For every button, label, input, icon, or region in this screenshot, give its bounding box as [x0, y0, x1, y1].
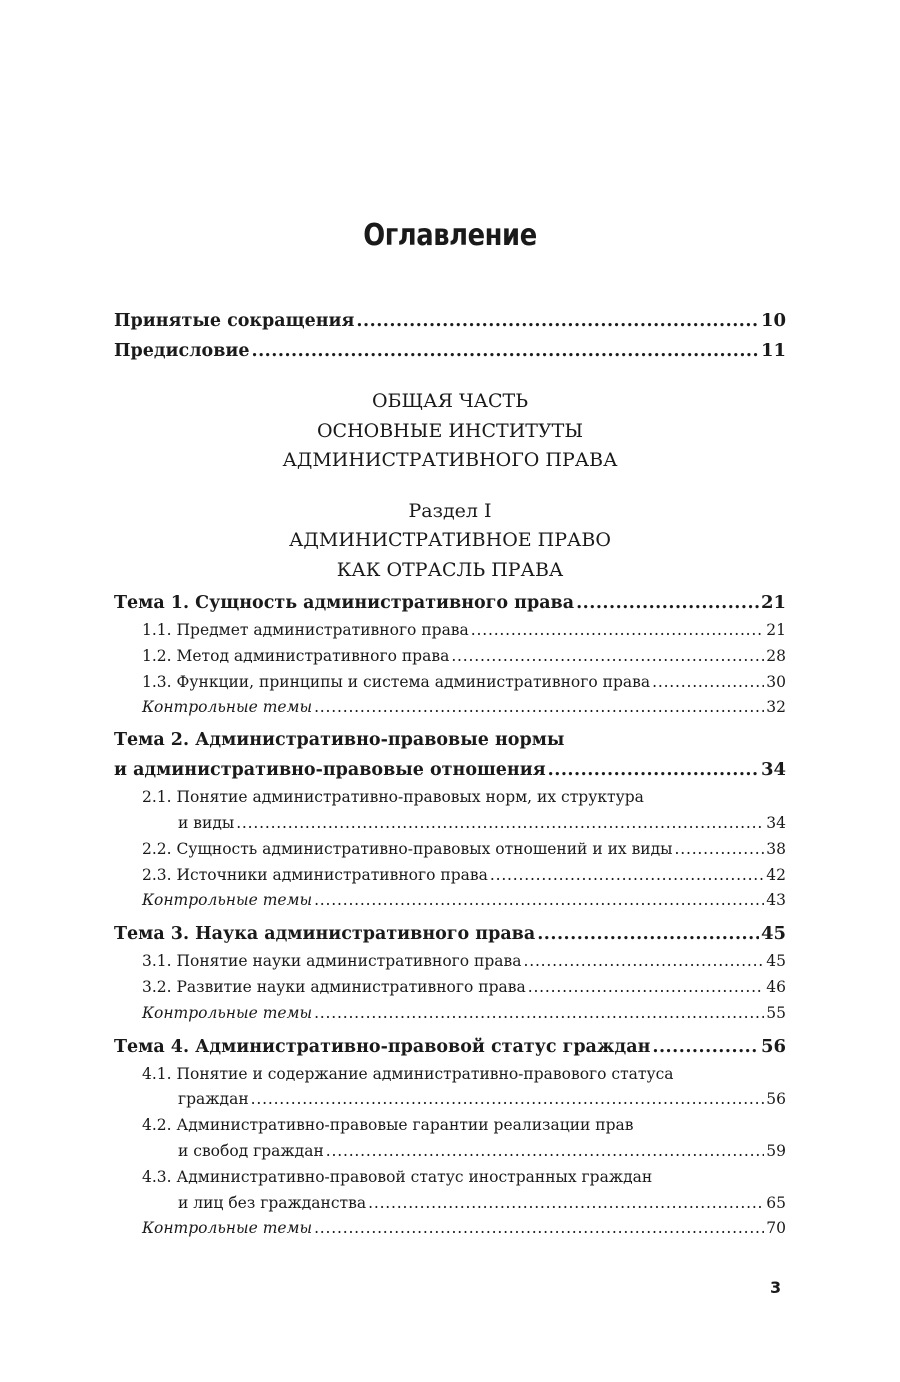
toc-entry-label: Тема 3. Наука административного права: [114, 924, 536, 945]
subtopic-entry[interactable]: [114, 644, 786, 670]
dot-leader: [471, 618, 764, 644]
toc-entry-preface[interactable]: [114, 336, 786, 366]
dot-leader: [675, 837, 765, 863]
topics-list: [114, 588, 786, 1242]
section-heading-line: Раздел I: [408, 499, 492, 522]
part-heading-line: ОСНОВНЫЕ ИНСТИТУТЫ: [316, 419, 584, 442]
toc-entry-page: 42: [766, 865, 786, 884]
dot-leader: [537, 920, 759, 949]
subtopic-line: 4.1. Понятие и содержание административно-правового статуса: [142, 1064, 674, 1083]
topic-title-line: Тема 2. Административно-правовые нормы: [114, 730, 565, 751]
toc-entry-label: 2.2. Сущность административно-правовых отношений и их виды: [142, 839, 673, 858]
subtopic-entry[interactable]: [114, 811, 786, 837]
toc-entry-page: 11: [760, 340, 786, 361]
dot-leader: [356, 307, 759, 336]
part-heading-line: АДМИНИСТРАТИВНОГО ПРАВА: [282, 449, 618, 471]
dot-leader: [314, 695, 764, 721]
subtopic-line: 4.3. Административно-правовой статус иностранных граждан: [142, 1167, 653, 1186]
toc-entry-label: и свобод граждан: [178, 1141, 324, 1160]
dot-leader: [490, 863, 764, 889]
toc-entry-label: 1.2. Метод административного права: [142, 646, 450, 665]
control-topics-entry[interactable]: [114, 695, 786, 721]
dot-leader: [528, 975, 765, 1001]
toc-entry-label: Принятые сокращения: [114, 311, 355, 331]
dot-leader: [314, 1216, 764, 1242]
subtopic-entry[interactable]: [114, 1191, 786, 1217]
subtopic-entry[interactable]: [114, 1139, 786, 1165]
toc-entry-label: Контрольные темы: [142, 1003, 313, 1022]
part-heading-line: ОБЩАЯ ЧАСТЬ: [371, 390, 529, 412]
dot-leader: [451, 644, 764, 670]
toc-entry-page: 21: [766, 621, 786, 639]
toc-entry-abbreviations[interactable]: [114, 306, 786, 336]
subtopic-entry[interactable]: [114, 949, 786, 975]
dot-leader: [251, 1087, 765, 1113]
toc-entry-page: 46: [766, 977, 786, 996]
dot-leader: [652, 670, 764, 696]
toc-entry-page: 45: [760, 923, 786, 945]
toc-entry-page: 55: [766, 1003, 786, 1022]
dot-leader: [652, 1033, 759, 1062]
dot-leader: [548, 756, 759, 785]
toc-entry-page: 21: [760, 592, 786, 613]
toc-entry-page: 70: [766, 1219, 786, 1238]
toc-entry-page: 28: [766, 646, 786, 665]
toc-entry-page: 10: [760, 310, 786, 331]
toc-entry-label: Тема 1. Сущность административного права: [114, 593, 575, 613]
dot-leader: [314, 1001, 764, 1027]
subtopic-line: 2.1. Понятие административно-правовых норм, их структура: [142, 788, 644, 807]
topic-entry[interactable]: [114, 755, 786, 785]
toc-entry-label: Тема 4. Административно-правовой статус граждан: [114, 1036, 651, 1057]
toc-entry-label: Контрольные темы: [142, 891, 313, 910]
toc-entry-page: 59: [766, 1141, 786, 1160]
control-topics-entry[interactable]: [114, 1216, 786, 1242]
subtopic-entry[interactable]: [114, 1087, 786, 1113]
toc-entry-page: 56: [760, 1035, 786, 1057]
toc-entry-label: 1.3. Функции, принципы и система административного права: [142, 672, 651, 691]
toc-entry-page: 34: [760, 759, 786, 781]
toc-entry-label: Контрольные темы: [142, 1219, 313, 1238]
dot-leader: [524, 949, 765, 975]
toc-entry-label: Предисловие: [114, 341, 250, 361]
section-heading-line: АДМИНИСТРАТИВНОЕ ПРАВО: [289, 529, 611, 551]
table-of-contents: [114, 306, 786, 1242]
toc-entry-page: 43: [766, 891, 786, 910]
section-heading: [114, 497, 786, 586]
toc-entry-page: 30: [766, 672, 786, 691]
toc-entry-page: 65: [766, 1193, 786, 1212]
page-number: 3: [770, 1278, 782, 1297]
topic-entry[interactable]: [114, 919, 786, 949]
toc-entry-page: 38: [766, 839, 786, 858]
toc-entry-label: 1.1. Предмет административного права: [142, 621, 469, 639]
dot-leader: [314, 888, 764, 914]
toc-entry-page: 56: [766, 1090, 786, 1109]
dot-leader: [368, 1191, 764, 1217]
subtopic-entry[interactable]: [114, 837, 786, 863]
page-title: Оглавление: [363, 218, 537, 253]
control-topics-entry[interactable]: [114, 888, 786, 914]
section-heading-line: КАК ОТРАСЛЬ ПРАВА: [336, 558, 564, 581]
toc-entry-label: Контрольные темы: [142, 698, 313, 717]
subtopic-line: 4.2. Административно-правовые гарантии реализации прав: [142, 1116, 634, 1135]
toc-entry-page: 32: [766, 698, 786, 717]
topic-entry[interactable]: [114, 1032, 786, 1062]
dot-leader: [326, 1139, 764, 1165]
toc-entry-label: и лиц без гражданства: [178, 1193, 367, 1212]
topic-entry[interactable]: [114, 588, 786, 618]
control-topics-entry[interactable]: [114, 1001, 786, 1027]
subtopic-entry[interactable]: [114, 670, 786, 696]
toc-entry-label: 3.1. Понятие науки административного права: [142, 952, 522, 971]
subtopic-entry[interactable]: [114, 863, 786, 889]
dot-leader: [251, 337, 758, 366]
toc-entry-label: и административно-правовые отношения: [114, 760, 546, 781]
subtopic-entry[interactable]: [114, 975, 786, 1001]
toc-entry-label: 3.2. Развитие науки административного права: [142, 977, 526, 996]
toc-entry-page: 34: [766, 813, 786, 832]
toc-entry-page: 45: [766, 952, 786, 971]
dot-leader: [236, 811, 764, 837]
part-heading: [114, 387, 786, 476]
toc-entry-label: и виды: [178, 813, 235, 832]
dot-leader: [576, 589, 759, 618]
subtopic-entry[interactable]: [114, 618, 786, 644]
toc-entry-label: граждан: [178, 1090, 249, 1109]
toc-entry-label: 2.3. Источники административного права: [142, 865, 488, 884]
